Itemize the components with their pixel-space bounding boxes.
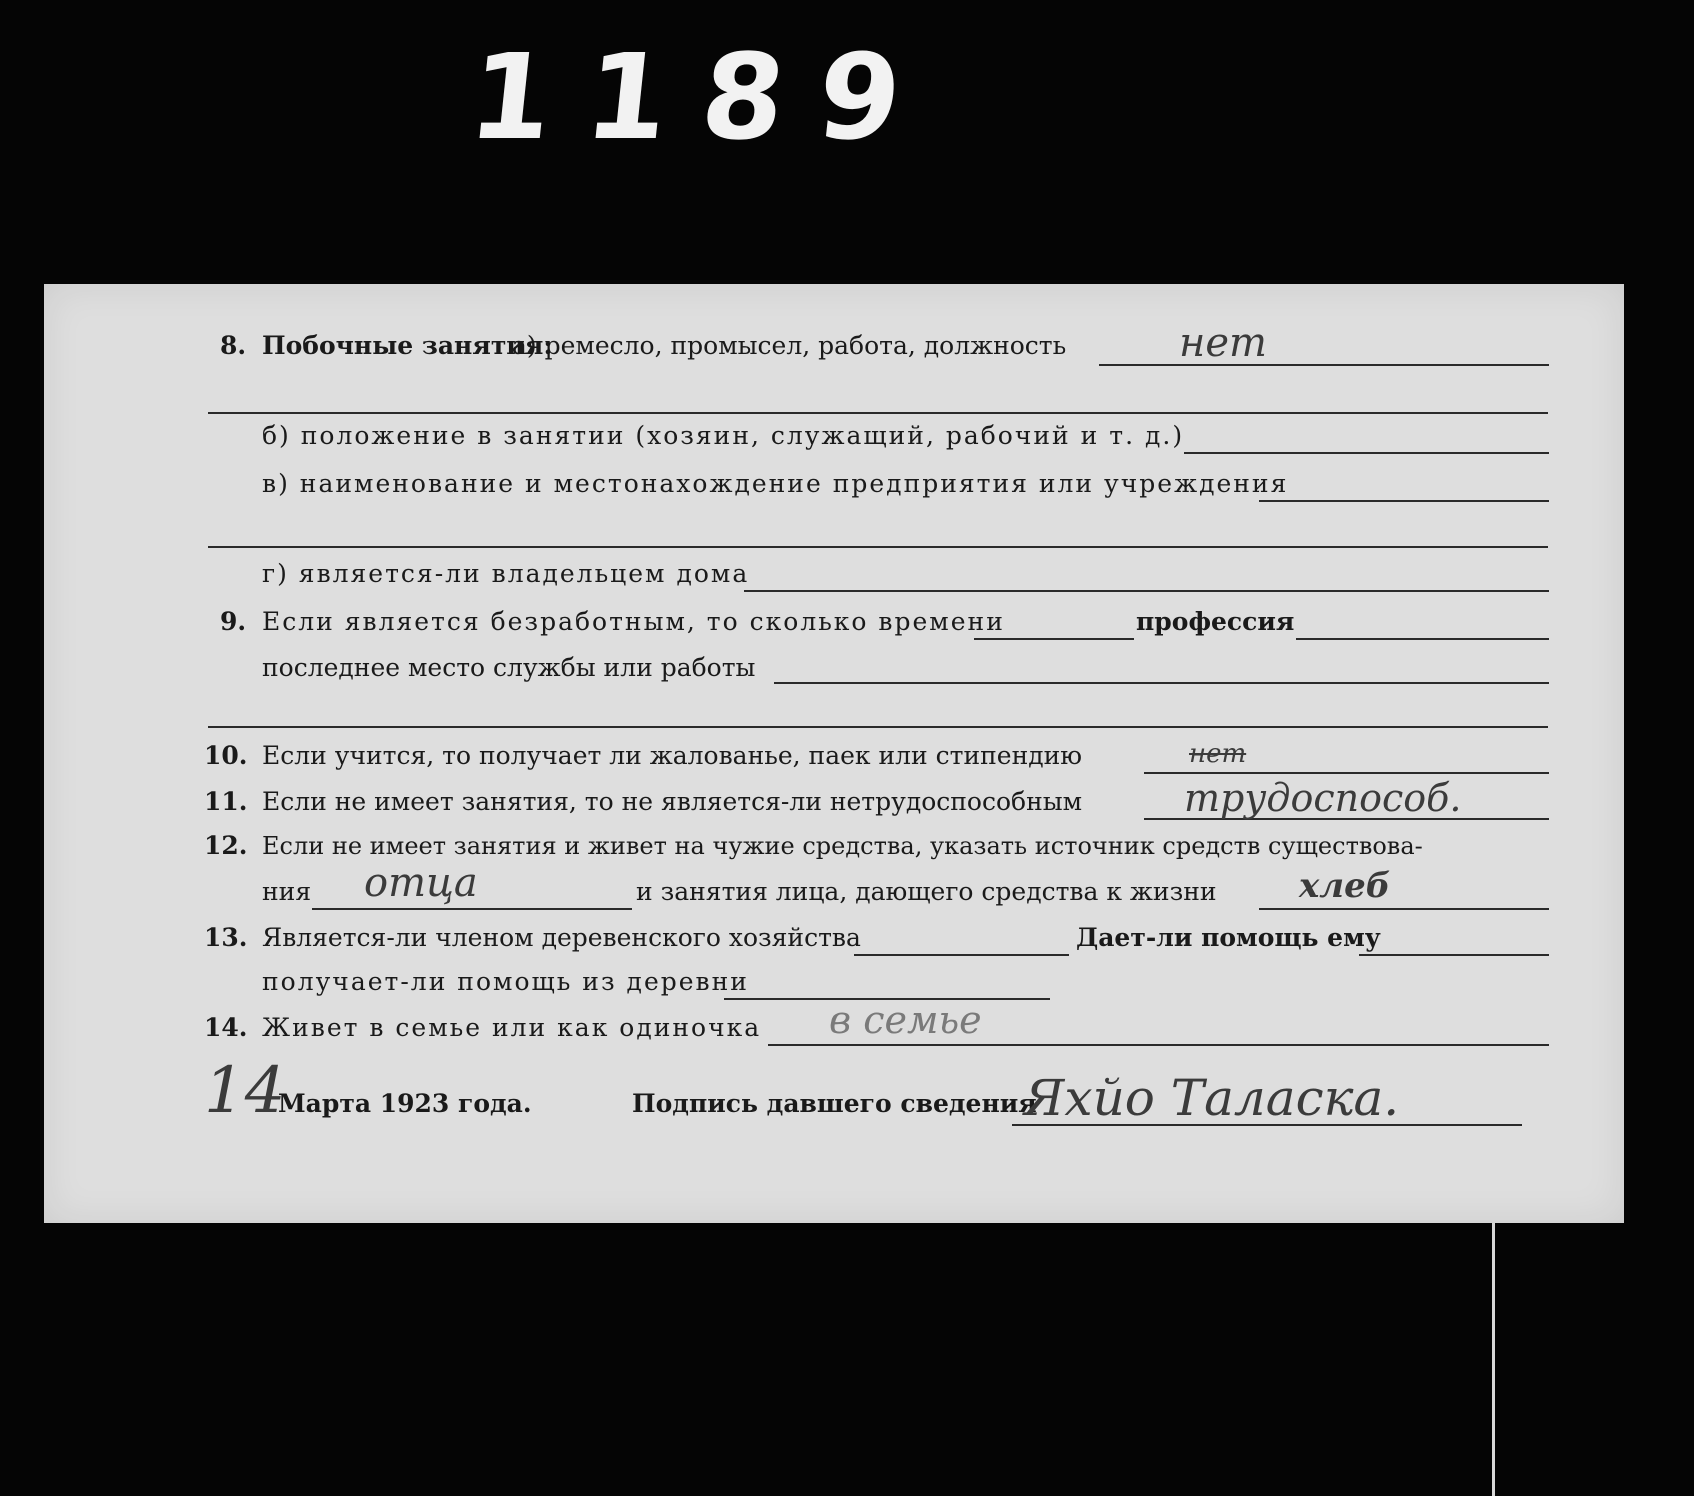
q8v-line-2 <box>208 546 1548 548</box>
q12-answer-source: отца <box>364 860 478 906</box>
q13-number: 13. <box>204 923 248 952</box>
q8g-line <box>744 590 1549 592</box>
q8g-row <box>44 554 1624 594</box>
q11-answer: трудоспособ. <box>1184 776 1462 820</box>
q9-profession-label: профессия <box>1136 607 1295 636</box>
q11-text: Если не имеет занятия, то не является-ли нетрудоспособным <box>262 787 1083 816</box>
signature-label: Подпись давшего сведения <box>632 1089 1037 1118</box>
q13b-row <box>44 962 1624 1002</box>
q8-row <box>44 326 1624 366</box>
q10-answer: нет <box>1189 739 1247 769</box>
q9-text-2: последнее место службы или работы <box>262 653 756 682</box>
q8v-line <box>1259 500 1549 502</box>
q13-row <box>44 918 1624 958</box>
q12-row <box>44 826 1624 866</box>
q14-line <box>768 1044 1549 1046</box>
q14-number: 14. <box>204 1013 248 1042</box>
q8g-text: г) является-ли владельцем дома <box>262 559 750 588</box>
q8-text-a: а) ремесло, промысел, работа, должность <box>512 331 1067 360</box>
q8-label: Побочные занятия: <box>262 331 553 360</box>
q13-help-line <box>1359 954 1549 956</box>
q9-row <box>44 602 1624 642</box>
frame-number: 1189 <box>462 28 942 166</box>
q9-text: Если является безработным, то сколько времени <box>262 607 1005 636</box>
q8b-text: б) положение в занятии (хозяин, служащий, рабочий и т. д.) <box>262 421 1185 450</box>
q9b-line <box>774 682 1549 684</box>
q12-occupation-line <box>1259 908 1549 910</box>
signature: Яхйо Таласка. <box>1024 1069 1400 1127</box>
q10-number: 10. <box>204 741 248 770</box>
q8a-line <box>1099 364 1549 366</box>
q9-duration-line <box>974 638 1134 640</box>
q9-profession-line <box>1296 638 1549 640</box>
q8b-row <box>44 416 1624 456</box>
q12-text-2: и занятия лица, дающего средства к жизни <box>636 877 1217 906</box>
q13-text-2: получает-ли помощь из деревни <box>262 967 749 996</box>
q13-text: Является-ли членом деревенского хозяйства <box>262 923 861 952</box>
q8b-line <box>1184 452 1549 454</box>
q12-source-line <box>312 908 632 910</box>
q8a-line-2 <box>208 412 1548 414</box>
q10-text: Если учится, то получает ли жалованье, паек или стипендию <box>262 741 1083 770</box>
footer-day: 14 <box>204 1054 286 1128</box>
q9-number: 9. <box>220 607 247 636</box>
q10-line <box>1144 772 1549 774</box>
q12-number: 12. <box>204 831 248 860</box>
q11-number: 11. <box>204 787 248 816</box>
q12-answer-occupation: хлеб <box>1299 866 1391 906</box>
q8v-row <box>44 464 1624 504</box>
q8-number: 8. <box>220 331 247 360</box>
film-edge-line <box>1492 1222 1495 1496</box>
q8v-text: в) наименование и местонахождение предприятия или учреждения <box>262 469 1289 498</box>
q13-help-label: Дает-ли помощь ему <box>1076 923 1381 952</box>
q10-row <box>44 736 1624 776</box>
q14-answer: в семье <box>829 998 982 1042</box>
q9b-line-2 <box>208 726 1548 728</box>
footer-date-text: Марта 1923 года. <box>278 1089 532 1118</box>
q14-text: Живет в семье или как одиночка <box>262 1013 762 1042</box>
q13-member-line <box>854 954 1069 956</box>
q12-text: Если не имеет занятия и живет на чужие средства, указать источник средств существова- <box>262 832 1423 860</box>
q12-text-cont: ния <box>262 877 312 906</box>
q8a-answer: нет <box>1179 320 1267 366</box>
census-card <box>44 284 1624 1223</box>
